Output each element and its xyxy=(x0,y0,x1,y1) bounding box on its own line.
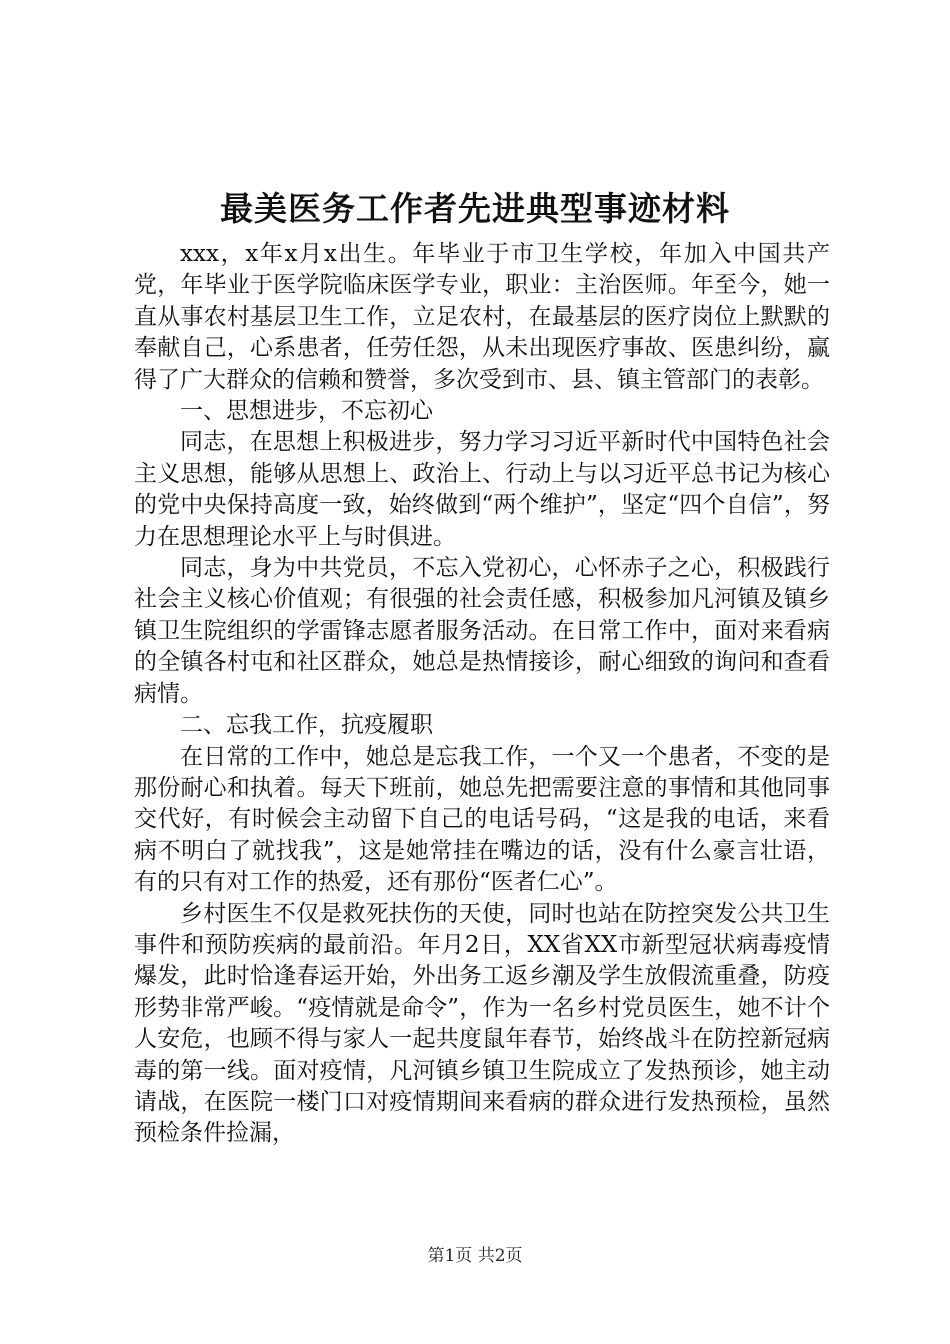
paragraph-intro: xxx，x年x月x出生。年毕业于市卫生学校，年加入中国共产党，年毕业于医学院临床医学专业，职业：主治医师。年至今，她一直从事农村基层卫生工作，立足农村，在最基层的医疗岗位上默默的奉献自己，心系患者，任劳任怨，从未出现医疗事故、医患纠纷，赢得了广大群众的信赖和赞誉，多次受到市、县、镇主管部门的表彰。 xyxy=(134,241,830,393)
section-heading-1: 一、思想进步，不忘初心 xyxy=(180,398,433,425)
document-body xyxy=(134,239,830,1150)
paragraph-thought-2: 同志，身为中共党员，不忘入党初心，心怀赤子之心，积极践行社会主义核心价值观；有很强的社会责任感，积极参加凡河镇及镇乡镇卫生院组织的学雷锋志愿者服务活动。在日常工作中，面对来看病的全镇各村屯和社区群众，她总是热情接诊，耐心细致的询问和查看病情。 xyxy=(134,555,830,707)
page-footer: 第1页 共2页 xyxy=(427,1246,523,1266)
document-title: 最美医务工作者先进典型事迹材料 xyxy=(220,189,730,228)
section-heading-2: 二、忘我工作，抗疫履职 xyxy=(180,712,433,739)
paragraph-work-2: 乡村医生不仅是救死扶伤的天使，同时也站在防控突发公共卫生事件和预防疾病的最前沿。年月2日，XX省XX市新型冠状病毒疫情爆发，此时恰逢春运开始，外出务工返乡潮及学生放假流重叠，防疫形势非常严峻。“疫情就是命令”，作为一名乡村党员医生，她不计个人安危，也顾不得与家人一起共度鼠年春节，始终战斗在防控新冠病毒的第一线。面对疫情，凡河镇乡镇卫生院成立了发热预诊，她主动请战，在医院一楼门口对疫情期间来看病的群众进行发热预检，虽然预检条件捡漏， xyxy=(134,900,830,1147)
paragraph-thought-1: 同志，在思想上积极进步，努力学习习近平新时代中国特色社会主义思想，能够从思想上、政治上、行动上与以习近平总书记为核心的党中央保持高度一致，始终做到“两个维护”，坚定“四个自信”，努力在思想理论水平上与时俱进。 xyxy=(134,429,830,550)
paragraph-work-1: 在日常的工作中，她总是忘我工作，一个又一个患者，不变的是那份耐心和执着。每天下班前，她总先把需要注意的事情和其他同事交代好，有时候会主动留下自己的电话号码，“这是我的电话，来看病不明白了就找我”，这是她常挂在嘴边的话，没有什么豪言壮语，有的只有对工作的热爱，还有那份“医者仁心”。 xyxy=(134,743,830,896)
